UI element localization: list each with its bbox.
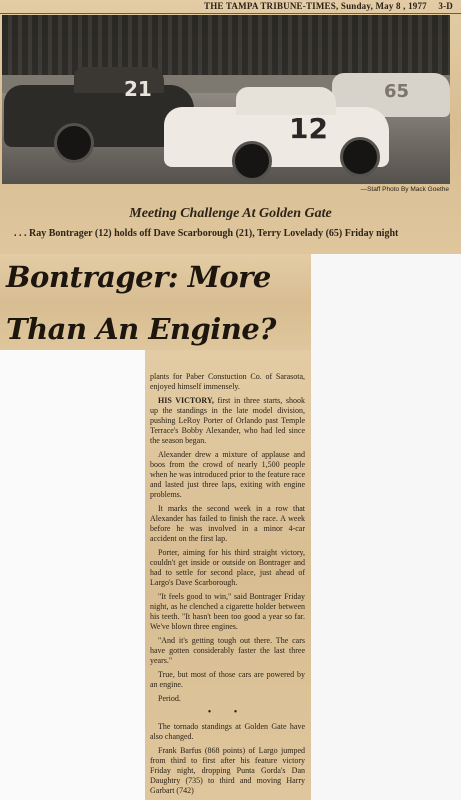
blank-area-left xyxy=(0,350,145,800)
car-number-21: 21 xyxy=(124,77,152,101)
wheel xyxy=(340,137,380,177)
wheel xyxy=(54,123,94,163)
blank-area-right xyxy=(311,254,461,800)
article-paragraph: Period. xyxy=(158,694,181,703)
article-paragraph: Alexander drew a mixture of applause and boos from the crowd of nearly 1,500 people when he was introduced prior to the feature race and lasted just three laps, exiting with engine problems. xyxy=(150,450,305,499)
article-paragraph: HIS VICTORY, first in three starts, shook up the standings in the late model division, pushing LeRoy Porter of Orlando past Temple Terrace's Bobby Alexander, who had led since the season began. xyxy=(150,396,305,445)
masthead-rule xyxy=(0,13,461,14)
section-divider: • • xyxy=(207,707,248,718)
cutline-headline: Meeting Challenge At Golden Gate xyxy=(129,206,332,221)
car-12 xyxy=(164,107,389,167)
headline-line-2: Than An Engine? xyxy=(6,312,276,346)
article-paragraph: plants for Paber Constuction Co. of Sarasota, enjoyed himself immensely. xyxy=(150,372,305,391)
article-paragraph: True, but most of those cars are powered by an engine. xyxy=(150,670,305,689)
article-paragraph: The tornado standings at Golden Gate have also changed. xyxy=(150,722,305,741)
car-number-12: 12 xyxy=(289,112,328,145)
article-quote: "It feels good to win," said Bontrager Friday night, as he clenched a cigarette holder between his teeth. "It hasn't been too good a year so far. We've blown three engines. xyxy=(150,592,305,631)
masthead xyxy=(150,1,455,13)
race-photo xyxy=(2,15,450,184)
article-column xyxy=(150,372,305,800)
article-lead-in: HIS VICTORY, xyxy=(158,396,214,405)
masthead-paper: THE TAMPA TRIBUNE-TIMES, Sunday, May 8 , 1977 xyxy=(204,1,427,11)
car-number-65: 65 xyxy=(384,81,410,102)
photo-grandstand xyxy=(2,15,450,75)
article-paragraph: It marks the second week in a row that Alexander has failed to finish the race. A week before he was involved in a minor 4-car accident on the first lap. xyxy=(150,504,305,543)
article-paragraph: Frank Barfus (868 points) of Largo jumped from third to first after his feature victory Friday night, dropping Punta Gorda's Dan Daughtry (735) to third and moving Harry Garbart (742) xyxy=(150,746,305,795)
article-paragraph: Porter, aiming for his third straight victory, couldn't get inside or outside on Bontrager and had to settle for second place, just ahead of Largo's Dave Scarborough. xyxy=(150,548,305,587)
masthead-page-number: 3-D xyxy=(438,1,453,11)
headline-line-1: Bontrager: More xyxy=(6,260,271,294)
photo-credit: —Staff Photo By Mack Goethe xyxy=(360,186,449,193)
article-quote: "And it's getting tough out there. The cars have gotten considerably faster the last three years." xyxy=(150,636,305,665)
cutline-text: . . . Ray Bontrager (12) holds off Dave Scarborough (21), Terry Lovelady (65) Friday night xyxy=(14,228,399,239)
wheel xyxy=(232,141,272,181)
